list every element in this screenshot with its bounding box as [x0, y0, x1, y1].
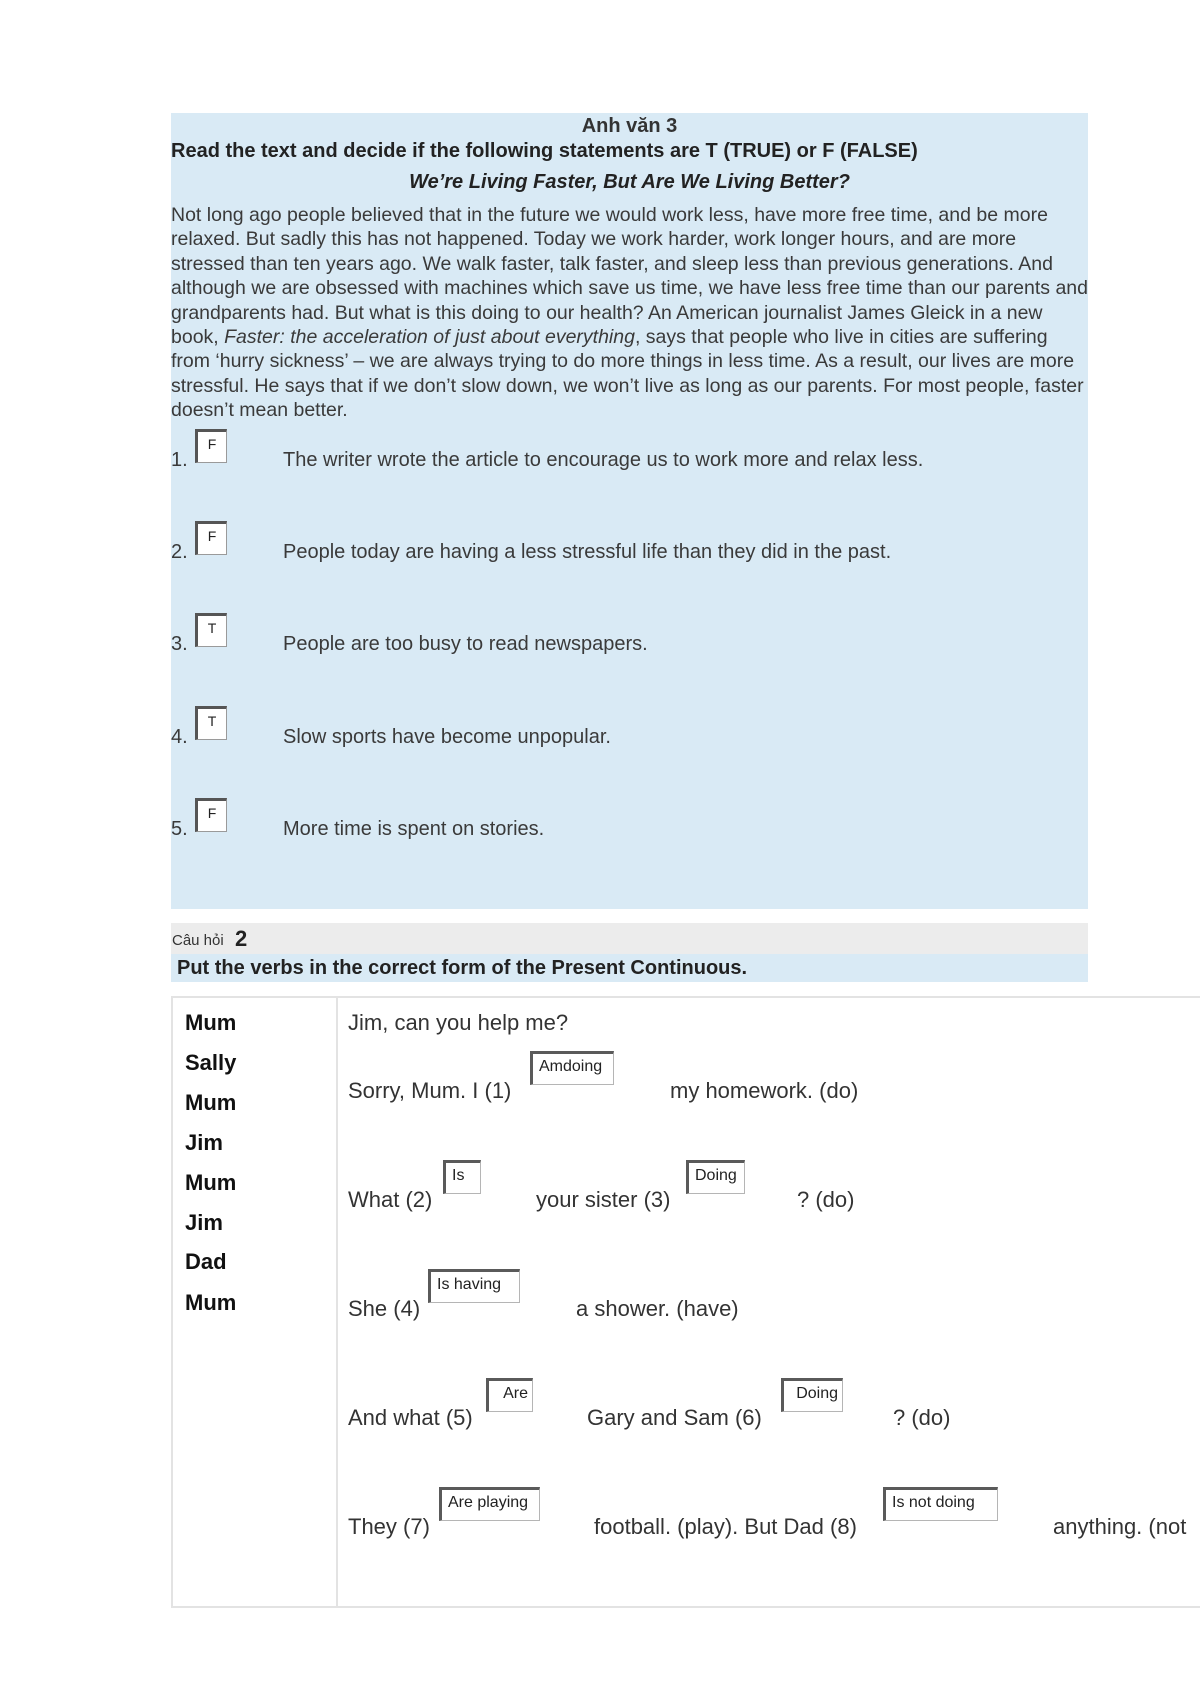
dialogue-text: ? (do) [893, 1405, 951, 1430]
statement-row [171, 521, 1088, 561]
statement-text: People today are having a less stressful life than they did in the past. [283, 541, 892, 563]
answer-input[interactable]: F [195, 521, 227, 555]
statement-row [171, 429, 1088, 469]
statement-text: Slow sports have become unpopular. [283, 726, 611, 748]
question-2-header [171, 923, 1088, 981]
statement-number: 3. [171, 633, 188, 655]
statement-text: More time is spent on stories. [283, 818, 545, 840]
verb-answer-input[interactable]: Are [486, 1378, 533, 1412]
verb-answer-input[interactable]: Doing [781, 1378, 843, 1412]
speaker-name: Mum [185, 1290, 237, 1315]
statement-number: 5. [171, 818, 188, 840]
speaker-name: Jim [185, 1130, 223, 1155]
passage-text-start: Not long ago people believed that in the future we would work less, have more free time, and be more relaxed. But sadly this has not happened. Today we work harder, work longer hours, and are more stressed than ten years ago. We walk faster, talk faster, and sleep less than previous generations. And although we are obsessed with machines which save us time, we have less free time than our parents and grandparents had. But what is this doing to our health? An American journalist James Gleick in a new book, [171, 204, 1088, 349]
statement-number: 2. [171, 541, 188, 563]
question-1-panel [171, 113, 1088, 909]
verb-answer-input[interactable]: Is having [428, 1269, 520, 1303]
answer-input[interactable]: T [195, 706, 227, 740]
verb-answer-input[interactable]: Amdoing [530, 1051, 614, 1085]
answer-input[interactable]: F [195, 798, 227, 832]
column-divider [336, 998, 338, 1608]
answer-input[interactable]: T [195, 613, 227, 647]
passage-text-end: , says that people who live in cities are suffering from ‘hurry sickness’ – we are always trying to do more things in less time. As a result, our lives are more stressful. He says that if we don’t slow down, we won’t live as long as our parents. For most people, faster doesn’t mean better. [171, 326, 1084, 422]
speaker-name: Jim [185, 1210, 223, 1235]
passage-title: We’re Living Faster, But Are We Living Better? [409, 171, 850, 193]
verb-answer-input[interactable]: Doing [686, 1160, 745, 1194]
dialogue-line: Jim, can you help me? [348, 1010, 569, 1035]
answer-input[interactable]: F [195, 429, 227, 463]
dialogue-text: ? (do) [797, 1187, 855, 1212]
verb-answer-input[interactable]: Is [443, 1160, 481, 1194]
dialogue-text: They (7) [348, 1514, 430, 1539]
statement-text: The writer wrote the article to encourage us to work more and relax less. [283, 449, 924, 471]
speaker-name: Mum [185, 1010, 237, 1035]
dialogue-text: What (2) [348, 1187, 433, 1212]
book-title: Faster: the acceleration of just about everything [224, 326, 635, 349]
statement-text: People are too busy to read newspapers. [283, 633, 648, 655]
statement-number: 1. [171, 449, 188, 471]
statement-row [171, 798, 1088, 838]
verb-answer-input[interactable]: Are playing [439, 1487, 540, 1521]
speaker-name: Mum [185, 1170, 237, 1195]
question-2-instruction: Put the verbs in the correct form of the Present Continuous. [177, 957, 748, 979]
speaker-name: Dad [185, 1249, 227, 1274]
verb-answer-input[interactable]: Is not doing [883, 1487, 998, 1521]
dialogue-text: She (4) [348, 1296, 421, 1321]
course-title: Anh văn 3 [581, 115, 678, 137]
question-number: 2 [235, 926, 248, 951]
dialogue-text: a shower. (have) [576, 1296, 739, 1321]
speaker-name: Sally [185, 1050, 237, 1075]
reading-passage [171, 203, 1088, 423]
dialogue-text: your sister (3) [536, 1187, 671, 1212]
dialogue-text: Sorry, Mum. I (1) [348, 1078, 512, 1103]
question-number-bar [171, 923, 1088, 954]
dialogue-text: Gary and Sam (6) [587, 1405, 762, 1430]
statement-row [171, 613, 1088, 653]
statement-row [171, 706, 1088, 746]
question-label: Câu hỏi [172, 932, 224, 949]
dialogue-table [171, 996, 1200, 1608]
dialogue-text: And what (5) [348, 1405, 473, 1430]
statement-number: 4. [171, 726, 188, 748]
dialogue-text: anything. (not [1053, 1514, 1187, 1539]
question-1-instruction: Read the text and decide if the following statements are T (TRUE) or F (FALSE) [171, 140, 918, 162]
question-2-instruction-bar [171, 954, 1088, 982]
dialogue-text: my homework. (do) [670, 1078, 859, 1103]
speaker-name: Mum [185, 1090, 237, 1115]
dialogue-text: football. (play). But Dad (8) [594, 1514, 857, 1539]
